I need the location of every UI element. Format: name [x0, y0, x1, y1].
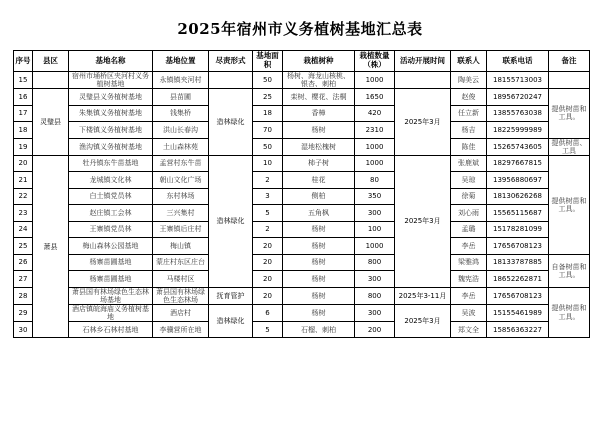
cell-index: 15 — [14, 72, 33, 89]
cell-location: 土山森林苑 — [153, 138, 209, 155]
cell-note: 自备树苗和工具。 — [549, 254, 590, 287]
cell-area: 18 — [253, 105, 283, 122]
cell-base-name: 灵璧县义务植树基地 — [69, 89, 153, 106]
cell-area: 3 — [253, 188, 283, 205]
cell-contact: 吴琼 — [451, 172, 487, 189]
cell-quantity: 800 — [355, 287, 395, 304]
cell-contact: 陶美云 — [451, 72, 487, 89]
cell-quantity: 350 — [355, 188, 395, 205]
cell-area: 25 — [253, 89, 283, 106]
cell-base-name: 龙城镇文化林 — [69, 172, 153, 189]
cell-area: 20 — [253, 271, 283, 288]
cell-contact: 孟璐 — [451, 221, 487, 238]
cell-area: 10 — [253, 155, 283, 172]
cell-location: 三兴集村 — [153, 205, 209, 222]
cell-quantity: 1650 — [355, 89, 395, 106]
cell-contact: 陈佳 — [451, 138, 487, 155]
cell-contact: 徐菊 — [451, 188, 487, 205]
cell-area: 2 — [253, 221, 283, 238]
col-header: 基地名称 — [69, 51, 153, 72]
cell-quantity: 200 — [355, 321, 395, 338]
cell-area: 2 — [253, 172, 283, 189]
cell-form: 抚育管护 — [209, 287, 253, 304]
cell-contact: 赵俊 — [451, 89, 487, 106]
table-row — [14, 238, 590, 255]
cell-area: 6 — [253, 304, 283, 321]
cell-time: 2025年3-11月 — [395, 287, 451, 304]
cell-contact: 李岳 — [451, 287, 487, 304]
cell-time: 2025年3月 — [395, 304, 451, 338]
col-header: 栽植数量（株） — [355, 51, 395, 72]
cell-area: 50 — [253, 72, 283, 89]
cell-species: 杨树 — [283, 221, 355, 238]
cell-phone: 13855763038 — [487, 105, 549, 122]
cell-area: 20 — [253, 238, 283, 255]
table-row — [14, 172, 590, 189]
cell-location: 洪山长春沟 — [153, 122, 209, 139]
cell-index: 23 — [14, 205, 33, 222]
cell-base-name: 梅山森林公园基地 — [69, 238, 153, 255]
table-row — [14, 89, 590, 106]
cell-contact: 梁雅鸿 — [451, 254, 487, 271]
cell-phone: 18155713003 — [487, 72, 549, 89]
cell-base-name: 下楼镇义务植树基地 — [69, 122, 153, 139]
cell-location: 永镇镇夹河村 — [153, 72, 209, 89]
cell-location: 蒙庄村东区庄台 — [153, 254, 209, 271]
cell-time: 2025年3月 — [395, 89, 451, 156]
cell-base-name: 杨寨苗圃基地 — [69, 254, 153, 271]
cell-phone: 18652262871 — [487, 271, 549, 288]
cell-area: 50 — [253, 138, 283, 155]
table-row — [14, 138, 590, 155]
table-row — [14, 321, 590, 338]
cell-area: 5 — [253, 205, 283, 222]
col-header: 序号 — [14, 51, 33, 72]
cell-area: 5 — [253, 321, 283, 338]
cell-location: 王寨镇后庄村 — [153, 221, 209, 238]
cell-base-name: 酒店镇皖海庙义务植树基地 — [69, 304, 153, 321]
cell-species: 栾树、樱花、法桐 — [283, 89, 355, 106]
table-row — [14, 271, 590, 288]
cell-index: 24 — [14, 221, 33, 238]
cell-phone: 18297667815 — [487, 155, 549, 172]
cell-quantity: 1000 — [355, 238, 395, 255]
col-header: 备注 — [549, 51, 590, 72]
cell-quantity: 300 — [355, 271, 395, 288]
cell-location: 梅山镇 — [153, 238, 209, 255]
cell-phone: 17656708123 — [487, 287, 549, 304]
col-header: 基地面积 — [253, 51, 283, 72]
cell-contact: 郑文全 — [451, 321, 487, 338]
cell-species: 柿子树 — [283, 155, 355, 172]
cell-contact: 刘心雨 — [451, 205, 487, 222]
cell-index: 16 — [14, 89, 33, 106]
cell-contact: 任立新 — [451, 105, 487, 122]
cell-index: 18 — [14, 122, 33, 139]
cell-quantity: 1000 — [355, 72, 395, 89]
col-header: 活动开展时间 — [395, 51, 451, 72]
cell-quantity: 80 — [355, 172, 395, 189]
table-row — [14, 205, 590, 222]
cell-location: 李骥营所在地 — [153, 321, 209, 338]
table-row — [14, 105, 590, 122]
cell-time — [395, 72, 451, 89]
col-header: 联系人 — [451, 51, 487, 72]
cell-location: 萧县国有林场绿色生态林场 — [153, 287, 209, 304]
cell-quantity: 300 — [355, 304, 395, 321]
table-row — [14, 188, 590, 205]
table-header-row — [14, 51, 590, 72]
cell-species: 杨树、海龙山核桃、银杏、刺柏 — [283, 72, 355, 89]
table-row — [14, 287, 590, 304]
cell-phone: 15178281099 — [487, 221, 549, 238]
cell-base-name: 牡丹镇东牛苗基地 — [69, 155, 153, 172]
cell-index: 25 — [14, 238, 33, 255]
cell-note: 提供树苗、工具 — [549, 138, 590, 155]
cell-base-name: 白土镇党员林 — [69, 188, 153, 205]
cell-species: 香樟 — [283, 105, 355, 122]
cell-species: 侧柏 — [283, 188, 355, 205]
cell-note: 提供树苗和工具。 — [549, 89, 590, 139]
cell-location: 钱集桥 — [153, 105, 209, 122]
page-title: 2025年宿州市义务植树基地汇总表 — [177, 20, 423, 38]
cell-quantity: 2310 — [355, 122, 395, 139]
cell-phone: 18225999989 — [487, 122, 549, 139]
cell-contact: 魏宪浩 — [451, 271, 487, 288]
cell-phone: 15265743605 — [487, 138, 549, 155]
cell-base-name: 渔沟镇义务植树基地 — [69, 138, 153, 155]
table-row — [14, 72, 590, 89]
cell-species: 桂花 — [283, 172, 355, 189]
cell-base-name: 杨寨苗圃基地 — [69, 271, 153, 288]
cell-location: 孟营村东牛苗 — [153, 155, 209, 172]
cell-form — [209, 72, 253, 89]
cell-species: 杨树 — [283, 254, 355, 271]
cell-location: 东村林场 — [153, 188, 209, 205]
cell-phone: 18130626268 — [487, 188, 549, 205]
col-header: 基地位置 — [153, 51, 209, 72]
cell-species: 杨树 — [283, 271, 355, 288]
cell-species: 杨树 — [283, 238, 355, 255]
cell-area: 70 — [253, 122, 283, 139]
cell-area: 20 — [253, 287, 283, 304]
cell-note: 提供树苗和工具。 — [549, 155, 590, 254]
cell-species: 杨树 — [283, 304, 355, 321]
cell-index: 27 — [14, 271, 33, 288]
table-row — [14, 221, 590, 238]
cell-species: 杨树 — [283, 122, 355, 139]
cell-phone: 18956720247 — [487, 89, 549, 106]
cell-phone: 13956880697 — [487, 172, 549, 189]
cell-species: 杨树 — [283, 287, 355, 304]
cell-index: 20 — [14, 155, 33, 172]
col-header: 栽植树种 — [283, 51, 355, 72]
cell-base-name: 宿州市埇桥区夹河村义务植树基地 — [69, 72, 153, 89]
cell-time: 2025年3月 — [395, 155, 451, 287]
cell-phone: 15856363227 — [487, 321, 549, 338]
cell-quantity: 420 — [355, 105, 395, 122]
cell-index: 22 — [14, 188, 33, 205]
cell-form: 造林绿化 — [209, 155, 253, 287]
cell-species: 湿地松槐树 — [283, 138, 355, 155]
cell-index: 28 — [14, 287, 33, 304]
cell-base-name: 王寨镇党员林 — [69, 221, 153, 238]
cell-contact: 杨吉 — [451, 122, 487, 139]
cell-quantity: 1000 — [355, 155, 395, 172]
cell-index: 29 — [14, 304, 33, 321]
cell-quantity: 800 — [355, 254, 395, 271]
cell-note: 提供树苗和工具。 — [549, 287, 590, 338]
cell-county: 灵璧县 — [33, 89, 69, 156]
cell-location: 酒店村 — [153, 304, 209, 321]
cell-quantity: 1000 — [355, 138, 395, 155]
cell-index: 26 — [14, 254, 33, 271]
cell-quantity: 100 — [355, 221, 395, 238]
col-header: 尽责形式 — [209, 51, 253, 72]
col-header: 联系电话 — [487, 51, 549, 72]
cell-base-name: 萧县国有林场绿色生态林场基地 — [69, 287, 153, 304]
cell-species: 石榴、刺柏 — [283, 321, 355, 338]
cell-base-name: 赵庄镇工会林 — [69, 205, 153, 222]
table-row — [14, 254, 590, 271]
cell-form: 造林绿化 — [209, 304, 253, 338]
cell-quantity: 300 — [355, 205, 395, 222]
col-header: 县区 — [33, 51, 69, 72]
cell-index: 30 — [14, 321, 33, 338]
cell-index: 19 — [14, 138, 33, 155]
cell-location: 县苗圃 — [153, 89, 209, 106]
cell-contact: 吴波 — [451, 304, 487, 321]
cell-base-name: 朱集镇义务植树基地 — [69, 105, 153, 122]
cell-phone: 15565115687 — [487, 205, 549, 222]
table-row — [14, 122, 590, 139]
planting-base-table — [13, 50, 590, 338]
cell-location: 朝山文化广场 — [153, 172, 209, 189]
cell-contact: 张鹿斌 — [451, 155, 487, 172]
cell-county — [33, 72, 69, 89]
cell-area: 20 — [253, 254, 283, 271]
cell-species: 五角枫 — [283, 205, 355, 222]
cell-contact: 李岳 — [451, 238, 487, 255]
cell-index: 17 — [14, 105, 33, 122]
cell-phone: 17656708123 — [487, 238, 549, 255]
table-row — [14, 304, 590, 321]
cell-phone: 18133787885 — [487, 254, 549, 271]
table-row — [14, 155, 590, 172]
cell-form: 造林绿化 — [209, 89, 253, 156]
cell-index: 21 — [14, 172, 33, 189]
cell-note — [549, 72, 590, 89]
cell-county: 萧县 — [33, 155, 69, 338]
cell-base-name: 石林乡石林村基地 — [69, 321, 153, 338]
cell-location: 马楼村区 — [153, 271, 209, 288]
cell-phone: 15155461989 — [487, 304, 549, 321]
